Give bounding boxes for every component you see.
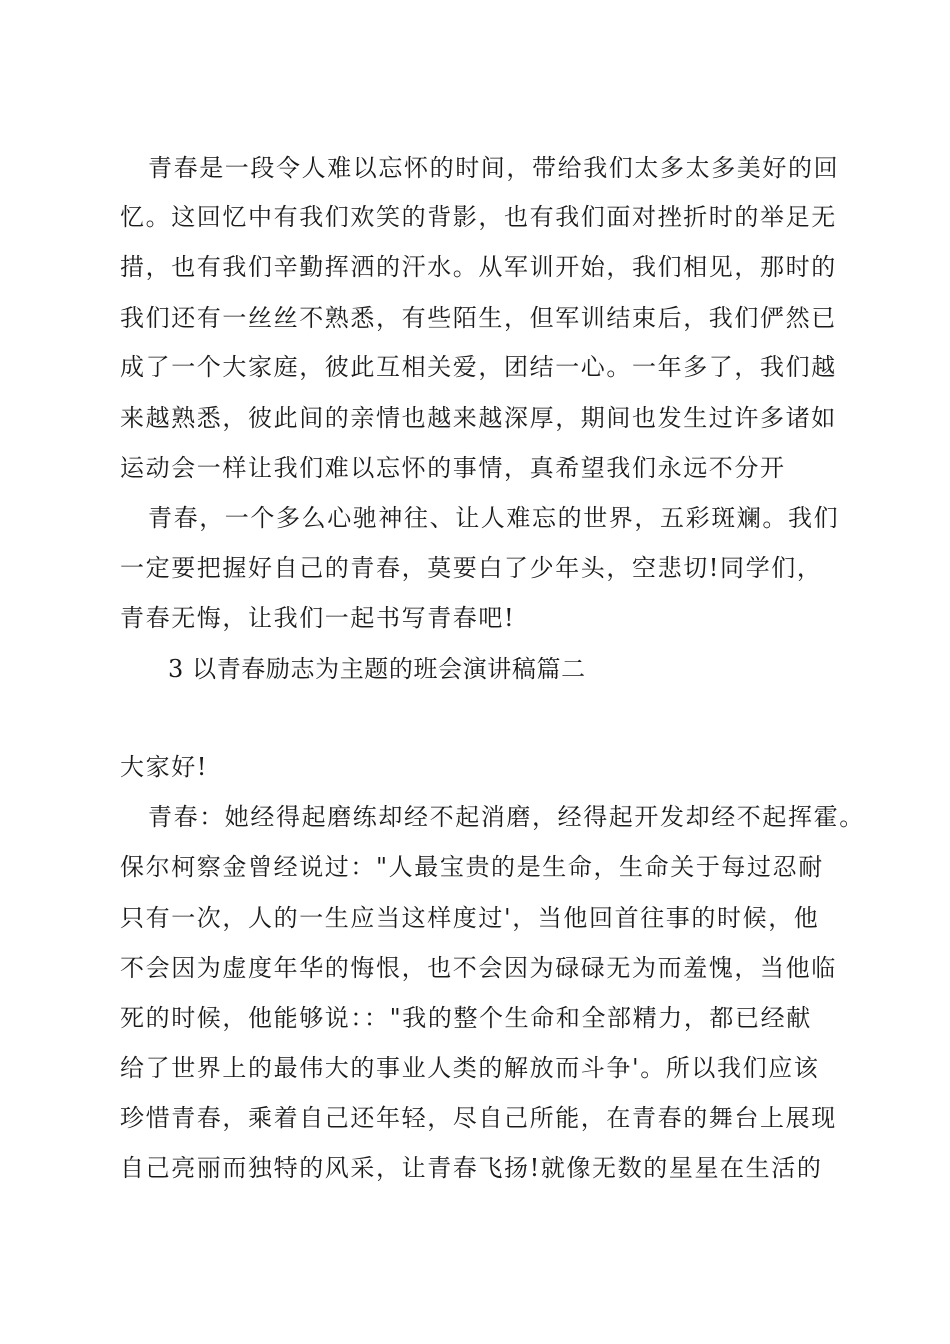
greeting: 大家好! <box>120 753 209 781</box>
section-title: 3 以青春励志为主题的班会演讲稿篇二 <box>168 655 586 683</box>
paragraph-3-line-2: 保尔柯察金曾经说过："人最宝贵的是生命，生命关于每过忍耐 <box>120 853 824 881</box>
paragraph-2-line-3: 青春无悔，让我们一起书写青春吧! <box>120 604 516 632</box>
paragraph-3-line-8: 自己亮丽而独特的风采，让青春飞扬!就像无数的星星在生活的 <box>120 1154 823 1182</box>
paragraph-2-line-1: 青春，一个多么心驰神往、让人难忘的世界，五彩斑斓。我们 <box>148 504 840 532</box>
paragraph-2-line-2: 一定要把握好自己的青春，莫要白了少年头，空悲切!同学们， <box>120 554 823 582</box>
paragraph-3-line-3: 只有一次，人的一生应当这样度过'，当他回首往事的时候，他 <box>120 904 820 932</box>
paragraph-1-line-2: 忆。这回忆中有我们欢笑的背影，也有我们面对挫折时的举足无 <box>120 203 837 231</box>
paragraph-3-line-5: 死的时候，他能够说：："我的整个生命和全部精力，都已经献 <box>120 1004 812 1032</box>
paragraph-1-line-6: 来越熟悉，彼此间的亲情也越来越深厚，期间也发生过许多诸如 <box>120 404 837 432</box>
paragraph-3-line-4: 不会因为虚度年华的悔恨，也不会因为碌碌无为而羞愧，当他临 <box>120 954 837 982</box>
paragraph-3-line-6: 给了世界上的最伟大的事业人类的解放而斗争'。所以我们应该 <box>120 1054 820 1082</box>
paragraph-1-line-5: 成了一个大家庭，彼此互相关爱，团结一心。一年多了，我们越 <box>120 353 837 381</box>
paragraph-1-line-4: 我们还有一丝丝不熟悉，有些陌生，但军训结束后，我们俨然已 <box>120 304 837 332</box>
paragraph-1-line-7: 运动会一样让我们难以忘怀的事情，真希望我们永远不分开 <box>120 454 786 482</box>
paragraph-1-line-3: 措，也有我们辛勤挥洒的汗水。从军训开始，我们相见，那时的 <box>120 253 837 281</box>
paragraph-1-line-1: 青春是一段令人难以忘怀的时间，带给我们太多太多美好的回 <box>148 154 840 182</box>
paragraph-3-line-1: 青春：她经得起磨练却经不起消磨，经得起开发却经不起挥霍。 <box>148 803 865 831</box>
paragraph-3-line-7: 珍惜青春，乘着自己还年轻，尽自己所能，在青春的舞台上展现 <box>120 1104 837 1132</box>
